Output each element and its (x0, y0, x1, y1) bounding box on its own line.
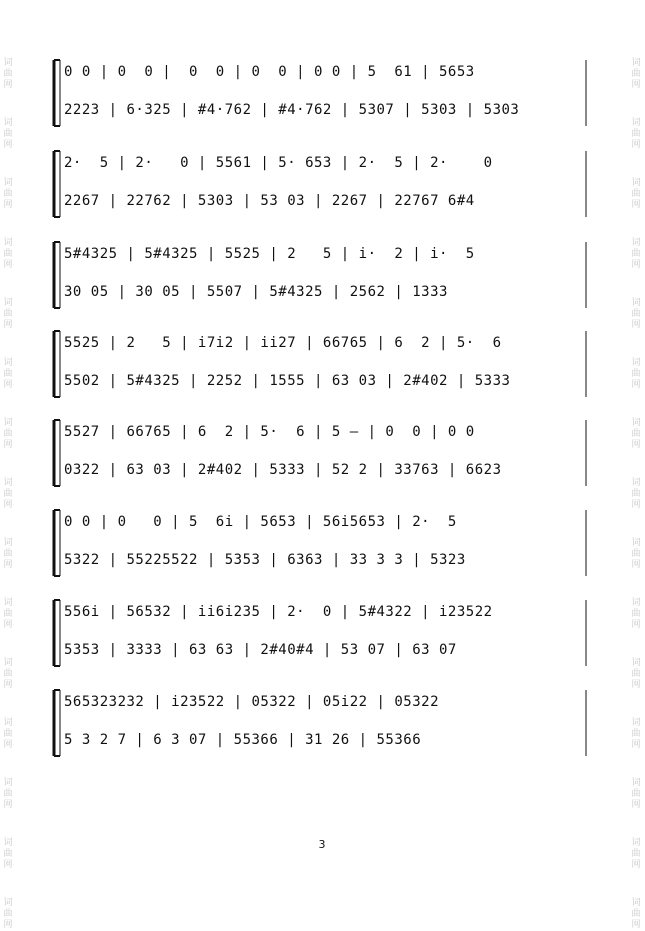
score-system (50, 598, 590, 668)
watermark-mark: 词 曲 网 (3, 598, 13, 630)
watermark-left (1, 0, 15, 930)
lower-voice: 30 05 | 30 05 | 5507 | 5#4325 | 2562 | 1333 (64, 284, 448, 300)
upper-voice: 565323232 | i23522 | 05322 | 05i22 | 05322 (64, 694, 440, 710)
watermark-mark: 词 曲 网 (631, 838, 641, 870)
lower-voice: 2223 | 6·325 | #4·762 | #4·762 | 5307 | 5303 | 5303 (64, 102, 520, 118)
watermark-mark: 词 曲 网 (631, 478, 641, 510)
watermark-mark: 词 曲 网 (3, 838, 13, 870)
watermark-mark: 词 曲 网 (631, 358, 641, 390)
watermark-mark: 词 曲 网 (631, 118, 641, 150)
lower-voice: 0322 | 63 03 | 2#402 | 5333 | 52 2 | 33763 | 6623 (64, 462, 502, 478)
lower-voice: 2267 | 22762 | 5303 | 53 03 | 2267 | 22767 6#4 (64, 193, 475, 209)
upper-voice: 0 0 | 0 0 | 5 6i | 5653 | 56i5653 | 2· 5 (64, 514, 457, 530)
watermark-mark: 词 曲 网 (3, 118, 13, 150)
watermark-mark: 词 曲 网 (631, 898, 641, 930)
score-system (50, 329, 590, 399)
upper-voice: 5#4325 | 5#4325 | 5525 | 2 5 | i· 2 | i· 5 (64, 246, 475, 262)
watermark-mark: 词 曲 网 (631, 718, 641, 750)
watermark-mark: 词 曲 网 (3, 478, 13, 510)
watermark-mark: 词 曲 网 (3, 718, 13, 750)
lower-voice: 5 3 2 7 | 6 3 07 | 55366 | 31 26 | 55366 (64, 732, 422, 748)
watermark-right (629, 0, 643, 930)
upper-voice: 2· 5 | 2· 0 | 5561 | 5· 653 | 2· 5 | 2· 0 (64, 155, 493, 171)
score-system (50, 418, 590, 488)
upper-voice: 556i | 56532 | ii6i235 | 2· 0 | 5#4322 | i23522 (64, 604, 493, 620)
lower-voice: 5502 | 5#4325 | 2252 | 1555 | 63 03 | 2#402 | 5333 (64, 373, 511, 389)
watermark-mark: 词 曲 网 (3, 238, 13, 270)
page-number: 3 (318, 838, 326, 851)
watermark-mark: 词 曲 网 (3, 178, 13, 210)
watermark-mark: 词 曲 网 (3, 778, 13, 810)
watermark-mark: 词 曲 网 (3, 658, 13, 690)
watermark-mark: 词 曲 网 (631, 238, 641, 270)
lower-voice: 5322 | 55225522 | 5353 | 6363 | 33 3 3 | 5323 (64, 552, 466, 568)
watermark-mark: 词 曲 网 (3, 418, 13, 450)
watermark-mark: 词 曲 网 (631, 598, 641, 630)
watermark-mark: 词 曲 网 (3, 898, 13, 930)
watermark-mark: 词 曲 网 (631, 418, 641, 450)
watermark-mark: 词 曲 网 (3, 58, 13, 90)
watermark-mark: 词 曲 网 (3, 358, 13, 390)
upper-voice: 5527 | 66765 | 6 2 | 5· 6 | 5 — | 0 0 | 0 0 (64, 424, 475, 440)
watermark-mark: 词 曲 网 (631, 298, 641, 330)
watermark-mark: 词 曲 网 (3, 298, 13, 330)
upper-voice: 0 0 | 0 0 | 0 0 | 0 0 | 0 0 | 5 61 | 5653 (64, 64, 475, 80)
score-system (50, 508, 590, 578)
upper-voice: 5525 | 2 5 | i7i2 | ii27 | 66765 | 6 2 | 5· 6 (64, 335, 502, 351)
watermark-mark: 词 曲 网 (631, 178, 641, 210)
watermark-mark: 词 曲 网 (631, 58, 641, 90)
score-system (50, 58, 590, 128)
score-system (50, 149, 590, 219)
score-system (50, 240, 590, 310)
watermark-mark: 词 曲 网 (631, 778, 641, 810)
watermark-mark: 词 曲 网 (631, 658, 641, 690)
lower-voice: 5353 | 3333 | 63 63 | 2#40#4 | 53 07 | 63 07 (64, 642, 457, 658)
watermark-mark: 词 曲 网 (3, 538, 13, 570)
score-system (50, 688, 590, 758)
watermark-mark: 词 曲 网 (631, 538, 641, 570)
